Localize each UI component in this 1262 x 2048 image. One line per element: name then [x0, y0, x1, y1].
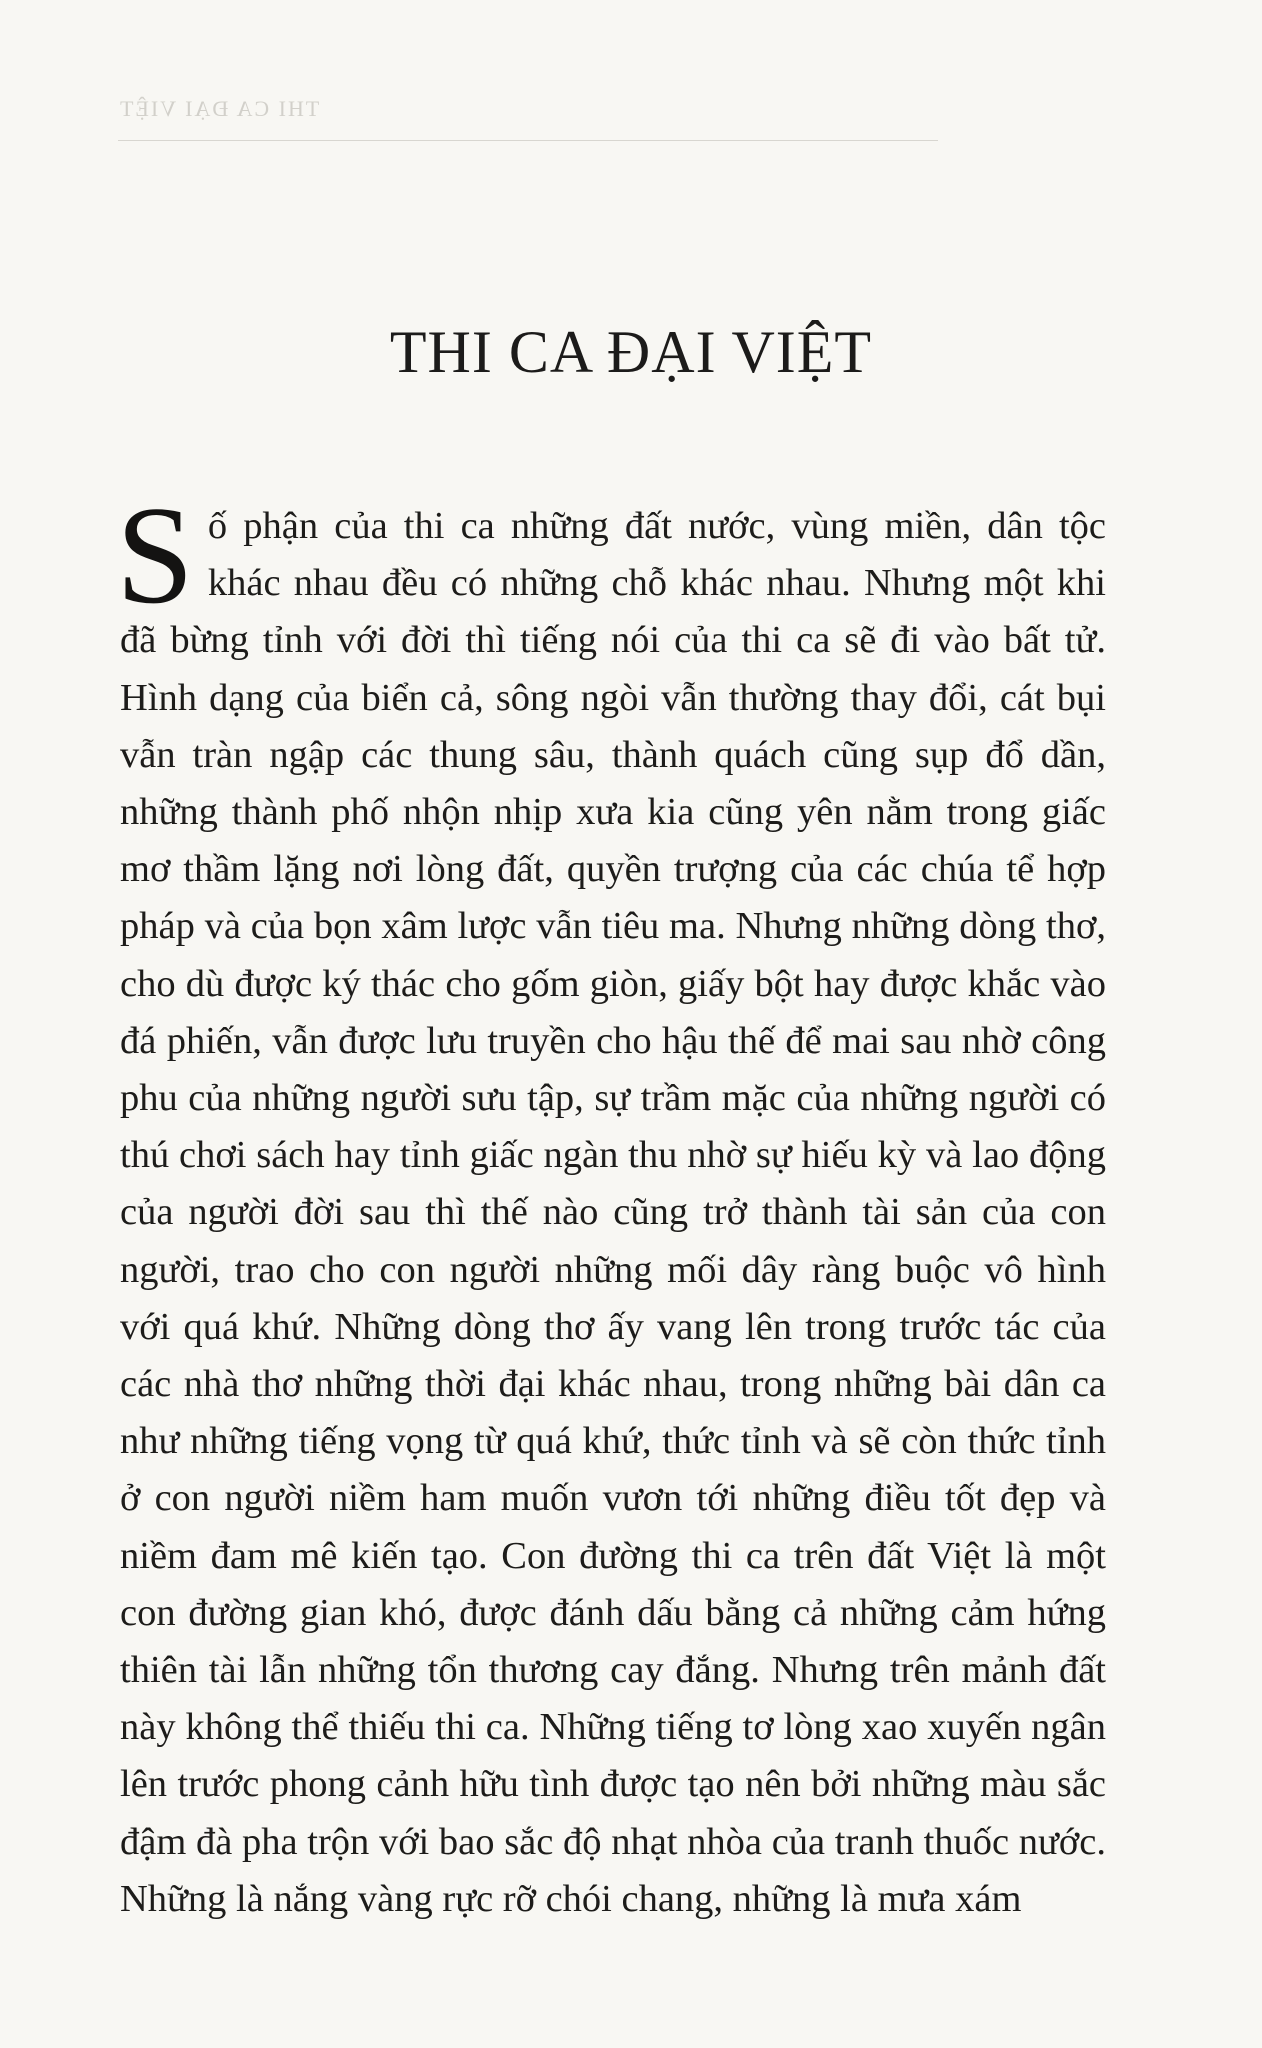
drop-cap-letter: S [116, 478, 194, 633]
running-header-bleedthrough: THI CA ĐẠI VIỆT [118, 96, 320, 121]
chapter-body-paragraph [116, 478, 1106, 1928]
header-rule [118, 140, 938, 141]
paragraph-text: ố phận của thi ca những đất nước, vùng miền, dân tộc khác nhau đều có những chỗ khác nhau. Nhưng một khi đã bừng tỉnh với đời thì tiếng nói của thi ca sẽ đi vào bất tử. Hình dạng của biển cả, sông ngòi vẫn thường thay đổi, cát bụi vẫn tràn ngập các thung sâu, thành quách cũng sụp đổ dần, những thành phố nhộn nhịp xưa kia cũng yên nằm trong giấc mơ thầm lặng nơi lòng đất, quyền trượng của các chúa tể hợp pháp và của bọn xâm lược vẫn tiêu ma. Nhưng những dòng thơ, cho dù được ký thác cho gốm giòn, giấy bột hay được khắc vào đá phiến, vẫn được lưu truyền cho hậu thế để mai sau nhờ công phu của những người sưu tập, sự trầm mặc của những người có thú chơi sách hay tỉnh giấc ngàn thu nhờ sự hiếu kỳ và lao động của người đời sau thì thế nào cũng trở thành tài sản của con người, trao cho con người những mối dây ràng buộc vô hình với quá khứ. Những dòng thơ ấy vang lên trong trước tác của các nhà thơ những thời đại khác nhau, trong những bài dân ca như những tiếng vọng từ quá khứ, thức tỉnh và sẽ còn thức tỉnh ở con người niềm ham muốn vươn tới những điều tốt đẹp và niềm đam mê kiến tạo. Con đường thi ca trên đất Việt là một con đường gian khó, được đánh dấu bằng cả những cảm hứng thiên tài lẫn những tổn thương cay đắng. Nhưng trên mảnh đất này không thể thiếu thi ca. Những tiếng tơ lòng xao xuyến ngân lên trước phong cảnh hữu tình được tạo nên bởi những màu sắc đậm đà pha trộn với bao sắc độ nhạt nhòa của tranh thuốc nước. Những là nắng vàng rực rỡ chói chang, những là mưa xám [120, 505, 1106, 1920]
chapter-title: THI CA ĐẠI VIỆT [389, 319, 873, 385]
